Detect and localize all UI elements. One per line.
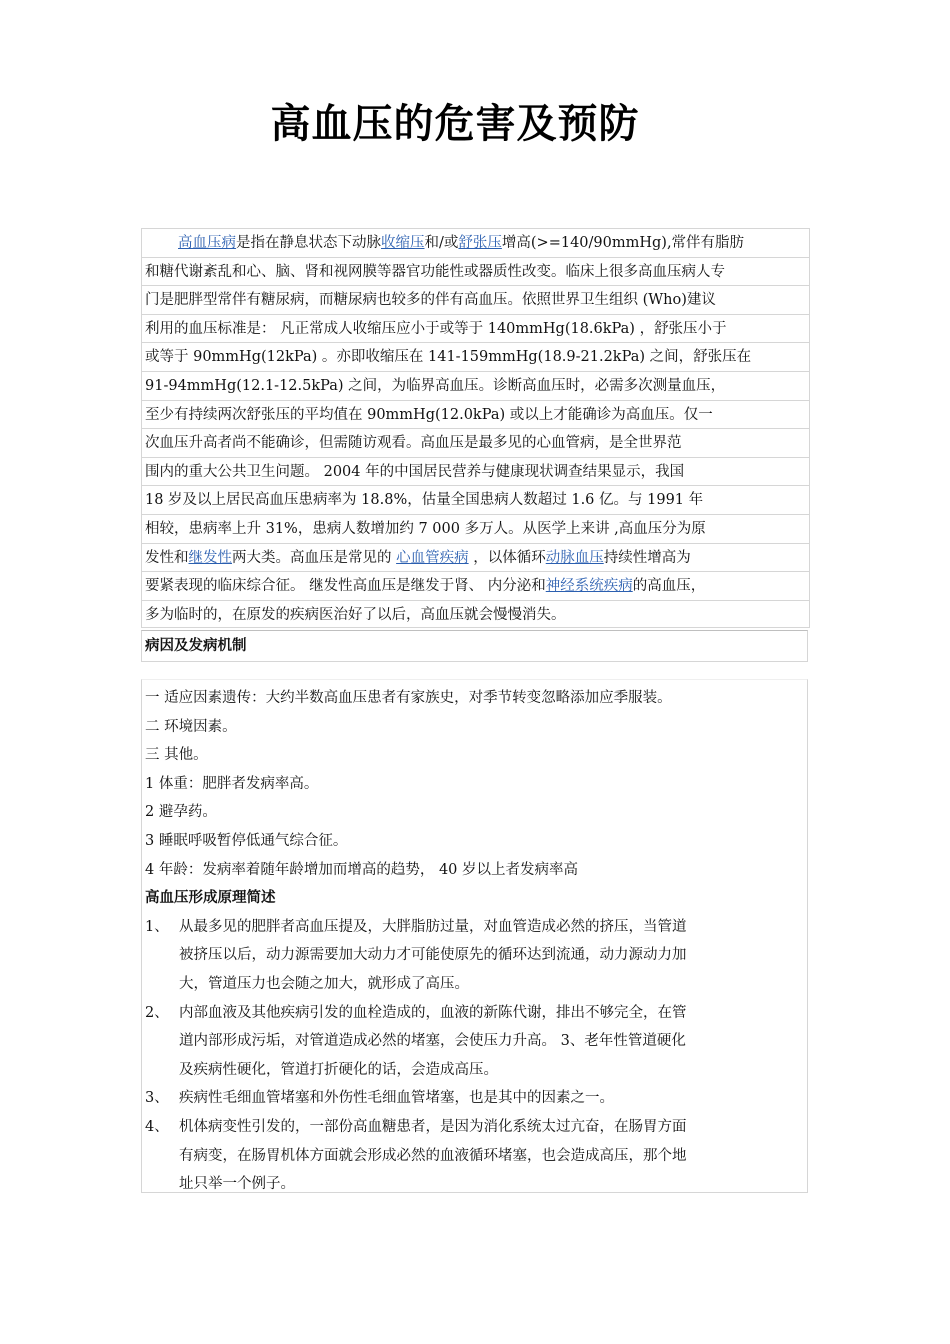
principle-text: 疾病性毛细血管堵塞和外伤性毛细血管堵塞，也是其中的因素之一。 — [179, 1090, 614, 1107]
intro-line-9: 围内的重大公共卫生问题。 2004 年的中国居民营养与健康现状调查结果显示，我国 — [142, 457, 809, 486]
principle-text: 内部血液及其他疾病引发的血栓造成的，血液的新陈代谢，排出不够完全，在管 — [179, 1004, 687, 1021]
intro-line-10: 18 岁及以上居民高血压患病率为 18.8%，估量全国患病人数超过 1.6 亿。与 1991 年 — [142, 485, 809, 514]
intro-line-5: 或等于 90mmHg(12kPa) 。亦即收缩压在 141-159mmHg(18.9-21.2kPa) 之间，舒张压在 — [142, 342, 809, 371]
principle-text: 及疾病性硬化，管道打折硬化的话，会造成高压。 — [179, 1061, 498, 1078]
cause-item: 三 其他。 — [145, 747, 208, 764]
intro-text: 要紧表现的临床综合征。 继发性高血压是继发于肾、 内分泌和 — [145, 578, 546, 595]
cause-item: 二 环境因素。 — [145, 718, 237, 735]
principle-number: 2、 — [145, 1004, 169, 1021]
intro-line-4: 利用的血压标准是： 凡正常成人收缩压应小于或等于 140mmHg(18.6kPa) ，舒张压小于 — [142, 314, 809, 343]
section-heading-principles: 高血压形成原理简述 — [145, 889, 276, 907]
principle-number: 1、 — [145, 918, 169, 935]
principle-text: 大，管道压力也会随之加大，就形成了高压。 — [179, 975, 469, 992]
intro-text: 增高(>=140/90mmHg),常伴有脂肪 — [501, 235, 745, 251]
intro-line-3: 门是肥胖型常伴有糖尿病，而糖尿病也较多的伴有高血压。依照世界卫生组织 (Who)建议 — [142, 285, 809, 314]
principle-text: 道内部形成污垢，对管道造成必然的堵塞，会使压力升高。 3、老年性管道硬化 — [179, 1033, 686, 1050]
cause-item: 一 适应因素遗传：大约半数高血压患者有家族史，对季节转变忽略添加应季服装。 — [145, 690, 672, 706]
principle-number: 3、 — [145, 1090, 169, 1107]
page-title: 高血压的危害及预防 — [270, 101, 640, 147]
intro-text: 两大类。高血压是常见的 — [232, 549, 397, 566]
intro-line-11: 相较，患病率上升 31%，患病人数增加约 7 000 多万人。从医学上来讲 ,高血压分为原 — [142, 514, 809, 543]
principle-text: 机体病变性引发的，一部份高血糖患者，是因为消化系统太过亢奋，在肠胃方面 — [179, 1118, 687, 1135]
link-secondary[interactable]: 继发性 — [188, 549, 232, 566]
intro-line-7: 至少有持续两次舒张压的平均值在 90mmHg(12.0kPa) 或以上才能确诊为高血压。仅一 — [142, 400, 809, 429]
principle-text: 有病变，在肠胃机体方面就会形成必然的血液循环堵塞，也会造成高压，那个地 — [179, 1147, 687, 1164]
intro-line-14: 多为临时的，在原发的疾病医治好了以后，高血压就会慢慢消失。 — [142, 600, 809, 629]
link-arterial-bp[interactable]: 动脉血压 — [545, 549, 604, 566]
cause-item: 1 体重：肥胖者发病率高。 — [145, 775, 319, 792]
intro-text: 和/或 — [424, 235, 459, 251]
link-systolic[interactable]: 收缩压 — [381, 235, 425, 251]
intro-line-2: 和糖代谢紊乱和心、脑、肾和视网膜等器官功能性或器质性改变。临床上很多高血压病人专 — [142, 257, 809, 286]
cause-item: 4 年龄：发病率着随年龄增加而增高的趋势， 40 岁以上者发病率高 — [145, 861, 579, 878]
principle-number: 4、 — [145, 1118, 169, 1135]
intro-line-12 — [142, 543, 809, 572]
intro-line-6: 91-94mmHg(12.1-12.5kPa) 之间，为临界高血压。诊断高血压时，必需多次测量血压， — [142, 371, 809, 400]
section-heading-causes: 病因及发病机制 — [141, 630, 808, 662]
intro-text: 是指在静息状态下动脉 — [236, 235, 381, 251]
link-diastolic[interactable]: 舒张压 — [458, 235, 502, 251]
cause-item: 3 睡眠呼吸暂停低通气综合征。 — [145, 832, 348, 849]
principle-text: 址只举一个例子。 — [179, 1176, 295, 1193]
principle-text: 从最多见的肥胖者高血压提及，大胖脂肪过量，对血管造成必然的挤压，当管道 — [179, 918, 687, 935]
link-hypertension[interactable]: 高血压病 — [178, 235, 236, 251]
link-cardiovascular[interactable]: 心血管疾病 — [396, 549, 469, 566]
intro-text: 的高血压， — [632, 578, 706, 595]
intro-line-1 — [142, 228, 809, 257]
intro-table — [141, 228, 810, 628]
intro-text: 发性和 — [145, 549, 189, 566]
intro-text: 持续性增高为 — [603, 549, 691, 566]
principle-item — [142, 1084, 807, 1113]
causes-box — [141, 679, 808, 1193]
principle-item — [142, 999, 807, 1028]
intro-text: ，以体循环 — [468, 549, 546, 566]
intro-line-8: 次血压升高者尚不能确诊，但需随访观看。高血压是最多见的心血管病，是全世界范 — [142, 428, 809, 457]
principle-text: 被挤压以后，动力源需要加大动力才可能使原先的循环达到流通，动力源动力加 — [179, 947, 687, 964]
cause-item: 2 避孕药。 — [145, 804, 217, 821]
link-nervous-system[interactable]: 神经系统疾病 — [545, 578, 633, 595]
intro-line-13 — [142, 571, 809, 600]
principle-item — [142, 913, 807, 942]
principle-item — [142, 1113, 807, 1142]
